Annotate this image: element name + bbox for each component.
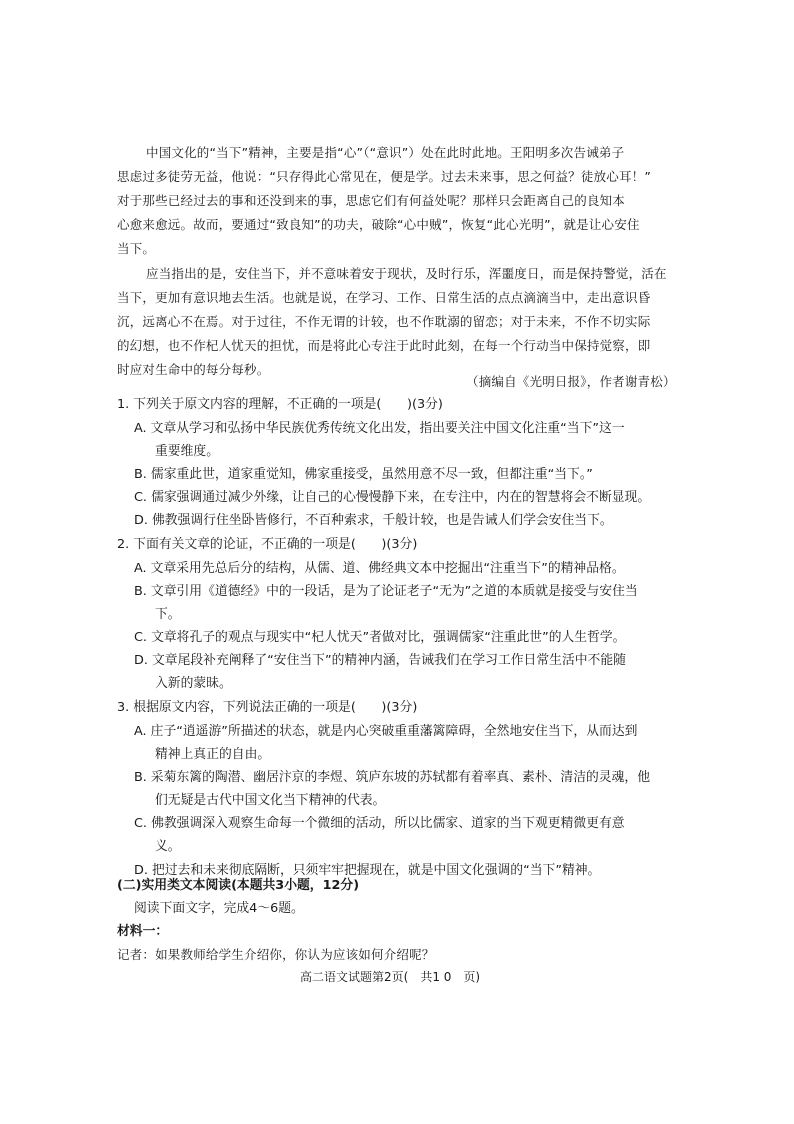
section-heading: (二)实用类文本阅读(本题共3小题，12分) (117, 878, 360, 893)
option-d: D. 文章尾段补充阐释了“安住当下”的精神内涵，告诫我们在学习工作日常生活中不能随 (134, 653, 626, 668)
passage-line: 心愈来愈远。故而，要通过“致良知”的功夫，破除“心中贼”，恢复“此心光明”，就是让心安住 (117, 217, 640, 232)
option-b: B. 文章引用《道德经》中的一段话，是为了论证老子“无为”之道的本质就是接受与安住当 (134, 584, 638, 599)
interview-line: 记者：如果教师给学生介绍你，你认为应该如何介绍呢？ (117, 947, 435, 962)
passage-source: （摘编自《光明日报》，作者谢青松） (466, 374, 676, 389)
material-label: 材料一： (117, 924, 169, 939)
option-b-cont: 下。 (155, 607, 181, 622)
question-stem: 2. 下面有关文章的论证，不正确的一项是( )(3分) (117, 537, 418, 552)
option-a: A. 文章从学习和弘扬中华民族优秀传统文化出发，指出要关注中国文化注重“当下”这一 (134, 421, 625, 436)
question-stem: 1. 下列关于原文内容的理解，不正确的一项是( )(3分) (117, 397, 443, 412)
passage-line: 应当指出的是，安住当下，并不意味着安于现状，及时行乐，浑噩度日，而是保持警觉，活在 (146, 266, 667, 281)
option-c: C. 佛教强调深入观察生命每一个微细的活动，所以比儒家、道家的当下观更精微更有意 (134, 816, 625, 831)
option-a: A. 文章采用先总后分的结构，从儒、道、佛经典文本中挖掘出“注重当下”的精神品格。 (134, 561, 625, 576)
page-footer: 高二语文试题第2页( 共1 0 页) (300, 970, 481, 984)
option-c-cont: 义。 (155, 839, 181, 854)
option-a-cont: 重要维度。 (155, 444, 219, 459)
option-b-cont: 们无疑是古代中国文化当下精神的代表。 (155, 793, 386, 808)
passage-line: 的幻想，也不作杞人忧天的担忧，而是将此心专注于此时此刻，在每一个行动当中保持觉察，即 (117, 338, 651, 353)
option-b: B. 采菊东篱的陶潜、幽居汴京的李煜、筑庐东坡的苏轼都有着率真、素朴、清洁的灵魂，他 (134, 770, 650, 785)
option-c: C. 文章将孔子的观点与现实中“杞人忧天”者做对比，强调儒家“注重此世”的人生哲学。 (134, 630, 626, 645)
passage-line: 对于那些已经过去的事和还没到来的事，思虑它们有何益处呢？那样只会距离自己的良知本 (117, 193, 626, 208)
section-instruction: 阅读下面文字，完成4～6题。 (134, 901, 304, 916)
passage-line: 当下。 (117, 241, 156, 256)
option-d-cont: 入新的蒙昧。 (155, 676, 232, 691)
passage-line: 沉，远离心不在焉。对于过往，不作无谓的计较，也不作耽溺的留恋；对于未来，不作不切实际 (117, 314, 651, 329)
passage-line: 时应对生命中的每分每秒。 (117, 362, 270, 377)
passage-line: 当下，更加有意识地去生活。也就是说，在学习、工作、日常生活的点点滴滴当中，走出意识昏 (117, 290, 651, 305)
passage-line: 中国文化的“当下”精神，主要是指“心”（“意识”）处在此时此地。王阳明多次告诫弟子 (146, 145, 625, 160)
question-stem: 3. 根据原文内容，下列说法正确的一项是( )(3分) (117, 700, 418, 715)
option-c: C. 儒家强调通过减少外缘，让自己的心慢慢静下来，在专注中，内在的智慧将会不断显现。 (134, 490, 651, 505)
option-a-cont: 精神上真正的自由。 (155, 747, 271, 762)
option-d: D. 把过去和未来彻底隔断，只须牢牢把握现在，就是中国文化强调的“当下”精神。 (134, 863, 601, 878)
passage-line: 思虑过多徒劳无益，他说：“只存得此心常见在，便是学。过去未来事，思之何益？徒放心耳！” (117, 169, 652, 184)
option-d: D. 佛教强调行住坐卧皆修行，不百种索求，千般计较，也是告诫人们学会安住当下。 (134, 513, 613, 528)
option-a: A. 庄子“逍遥游”所描述的状态，就是内心突破重重藩篱障碍，全然地安住当下，从而达到 (134, 724, 638, 739)
option-b: B. 儒家重此世，道家重觉知，佛家重接受，虽然用意不尽一致，但都注重“当下。” (134, 467, 593, 482)
